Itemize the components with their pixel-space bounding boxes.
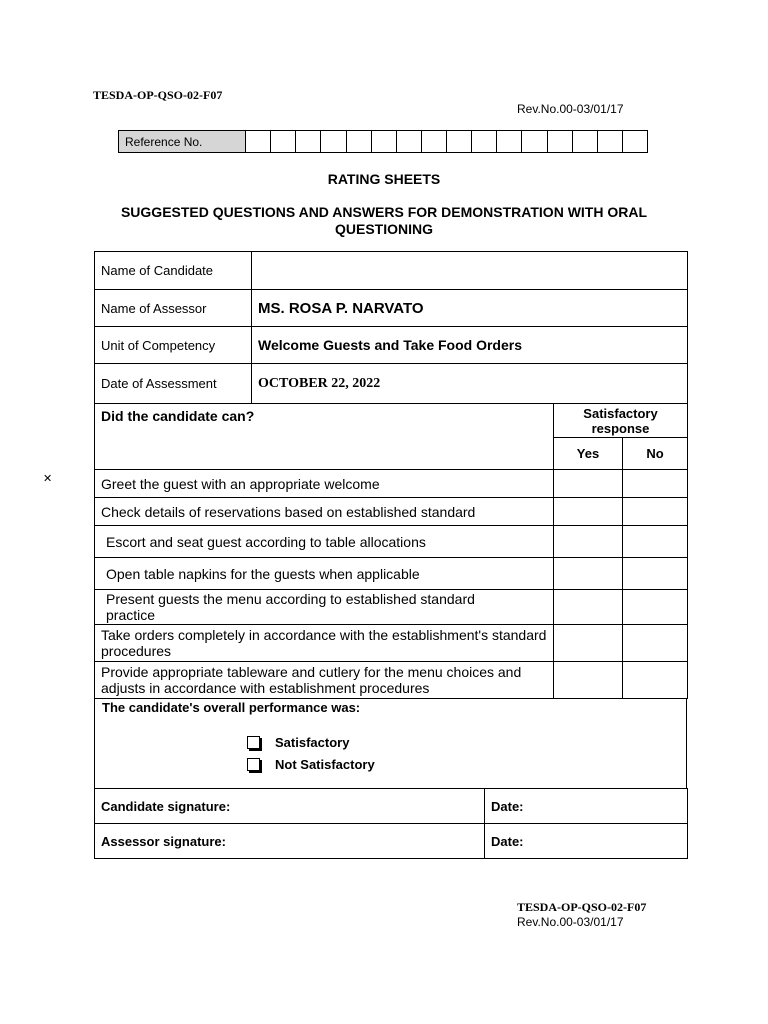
- no-cell[interactable]: [623, 625, 688, 662]
- unit-of-competency-value[interactable]: Welcome Guests and Take Food Orders: [252, 327, 688, 364]
- assessor-label: Name of Assessor: [95, 290, 252, 327]
- not-satisfactory-option[interactable]: [247, 757, 375, 772]
- not-satisfactory-label: Not Satisfactory: [275, 757, 375, 772]
- question-item: Open table napkins for the guests when applicable: [95, 558, 554, 590]
- overall-performance-label: The candidate's overall performance was:: [102, 700, 361, 715]
- reference-digit-box[interactable]: [447, 131, 472, 152]
- reference-digit-box[interactable]: [548, 131, 573, 152]
- reference-digit-box[interactable]: [573, 131, 598, 152]
- date-of-assessment-value[interactable]: OCTOBER 22, 2022: [252, 364, 688, 404]
- margin-marker: ✕: [43, 473, 53, 485]
- question-item: Take orders completely in accordance with the establishment's standard procedures: [95, 625, 554, 662]
- footer-revision-number: Rev.No.00-03/01/17: [517, 915, 624, 929]
- no-cell[interactable]: [623, 558, 688, 590]
- reference-digit-box[interactable]: [472, 131, 497, 152]
- checkbox-icon[interactable]: [247, 736, 260, 749]
- reference-number-row: [118, 130, 648, 153]
- question-item: Check details of reservations based on established standard: [95, 498, 554, 526]
- page-subtitle: SUGGESTED QUESTIONS AND ANSWERS FOR DEMONSTRATION WITH ORAL QUESTIONING: [120, 204, 648, 237]
- overall-performance-section: [94, 699, 687, 789]
- no-header: No: [623, 438, 688, 470]
- satisfactory-option[interactable]: [247, 735, 349, 750]
- yes-header: Yes: [554, 438, 623, 470]
- reference-digit-box[interactable]: [598, 131, 623, 152]
- yes-cell[interactable]: [554, 526, 623, 558]
- no-cell[interactable]: [623, 470, 688, 498]
- reference-digit-box[interactable]: [321, 131, 346, 152]
- rating-table: [94, 251, 688, 699]
- reference-digit-box[interactable]: [397, 131, 422, 152]
- page-title: RATING SHEETS: [327, 171, 441, 187]
- date-label: Date of Assessment: [95, 364, 252, 404]
- reference-digit-box[interactable]: [271, 131, 296, 152]
- reference-digit-box[interactable]: [372, 131, 397, 152]
- yes-cell[interactable]: [554, 590, 623, 625]
- candidate-signature-field[interactable]: Candidate signature:: [95, 789, 485, 824]
- question-item: Escort and seat guest according to table allocations: [95, 526, 554, 558]
- assessor-date-field[interactable]: Date:: [485, 824, 688, 859]
- question-item: Provide appropriate tableware and cutlery for the menu choices and adjusts in accordance with establishment procedures: [95, 662, 554, 699]
- no-cell[interactable]: [623, 526, 688, 558]
- assessor-signature-field[interactable]: Assessor signature:: [95, 824, 485, 859]
- candidate-label: Name of Candidate: [95, 252, 252, 290]
- yes-cell[interactable]: [554, 470, 623, 498]
- reference-digit-box[interactable]: [347, 131, 372, 152]
- yes-cell[interactable]: [554, 498, 623, 526]
- reference-label: Reference No.: [119, 131, 246, 152]
- candidate-date-field[interactable]: Date:: [485, 789, 688, 824]
- yes-cell[interactable]: [554, 662, 623, 699]
- document-code: TESDA-OP-QSO-02-F07: [93, 88, 223, 102]
- satisfactory-label: Satisfactory: [275, 735, 350, 750]
- reference-digit-box[interactable]: [296, 131, 321, 152]
- no-cell[interactable]: [623, 498, 688, 526]
- checkbox-icon[interactable]: [247, 758, 260, 771]
- revision-number: Rev.No.00-03/01/17: [517, 102, 624, 116]
- questions-header: Did the candidate can?: [95, 404, 554, 470]
- reference-digit-box[interactable]: [522, 131, 547, 152]
- yes-cell[interactable]: [554, 625, 623, 662]
- reference-digit-box[interactable]: [623, 131, 647, 152]
- reference-digit-box[interactable]: [422, 131, 447, 152]
- signature-table: [94, 788, 688, 859]
- yes-cell[interactable]: [554, 558, 623, 590]
- no-cell[interactable]: [623, 662, 688, 699]
- assessor-name-value[interactable]: MS. ROSA P. NARVATO: [252, 290, 688, 327]
- reference-digit-box[interactable]: [497, 131, 522, 152]
- question-item: Greet the guest with an appropriate welcome: [95, 470, 554, 498]
- no-cell[interactable]: [623, 590, 688, 625]
- reference-digit-box[interactable]: [246, 131, 271, 152]
- satisfactory-response-header: Satisfactory response: [554, 404, 688, 438]
- footer-document-code: TESDA-OP-QSO-02-F07: [517, 900, 647, 914]
- question-item: Present guests the menu according to established standard practice: [95, 590, 554, 625]
- candidate-name-field[interactable]: [252, 252, 688, 290]
- unit-label: Unit of Competency: [95, 327, 252, 364]
